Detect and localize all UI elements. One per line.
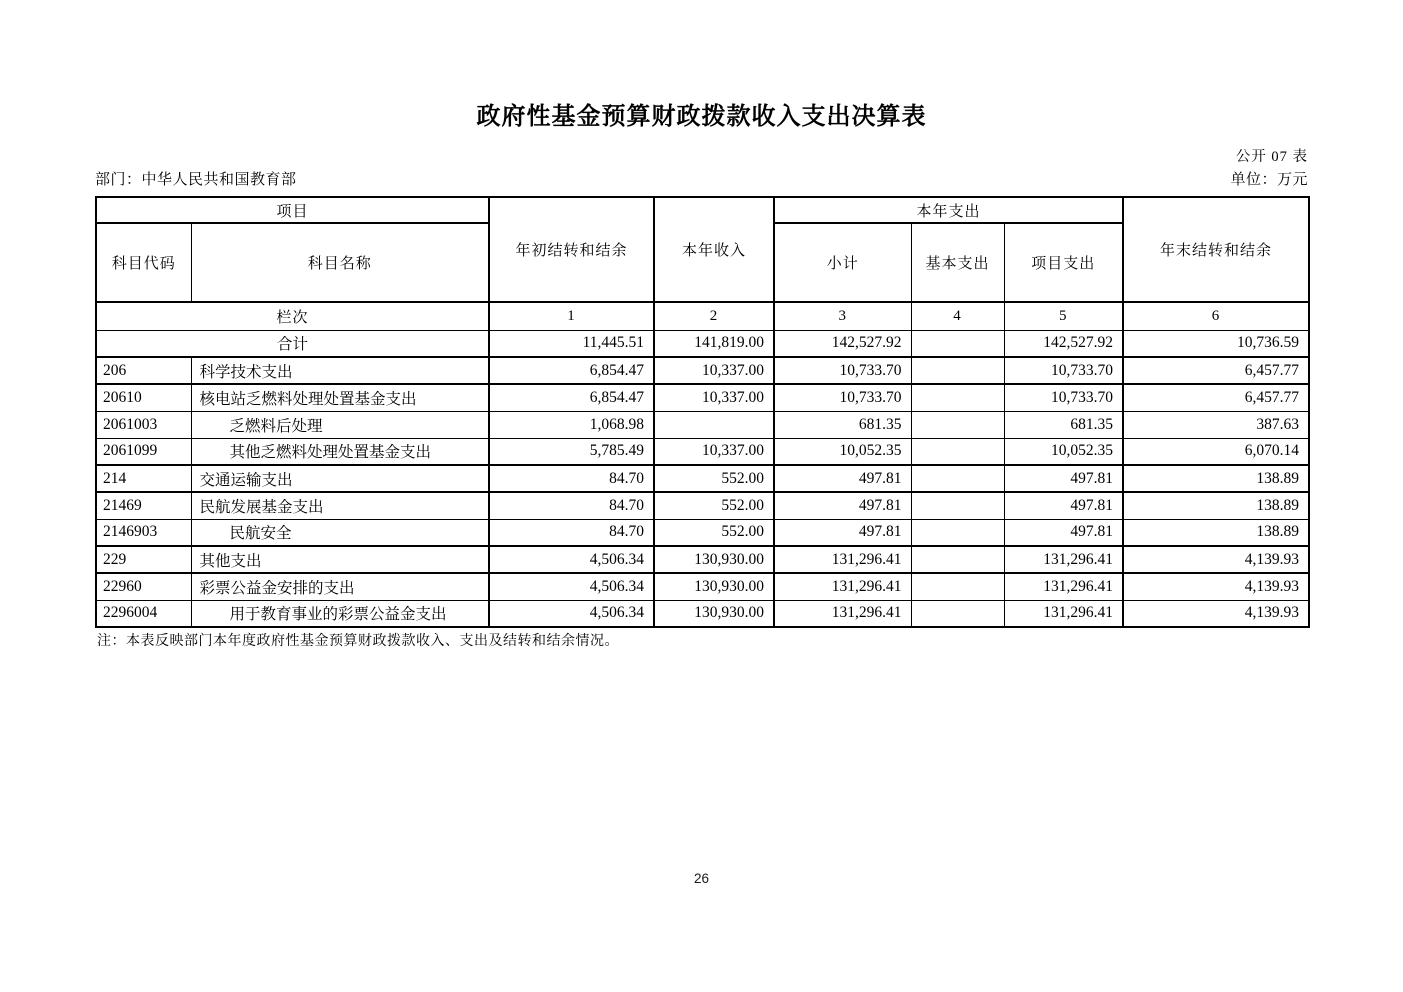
table-row <box>96 465 1309 492</box>
page-number: 26 <box>693 871 710 886</box>
value-cell <box>911 411 1004 438</box>
header-subject-name: 科目名称 <box>191 223 489 302</box>
subject-code-cell: 2061099 <box>96 438 191 465</box>
value-cell: 10,052.35 <box>1004 438 1123 465</box>
value-cell <box>911 330 1004 357</box>
header-basic-expenditure: 基本支出 <box>911 223 1004 302</box>
unit-label: 单位：万元 <box>1230 172 1308 188</box>
value-cell: 142,527.92 <box>1004 330 1123 357</box>
value-cell: 10,733.70 <box>774 357 911 384</box>
value-cell <box>911 384 1004 411</box>
value-cell: 141,819.00 <box>654 330 774 357</box>
value-cell: 497.81 <box>774 465 911 492</box>
subject-code-cell: 2146903 <box>96 519 191 546</box>
page-title: 政府性基金预算财政拨款收入支出决算表 <box>476 104 927 130</box>
table-row <box>96 384 1309 411</box>
value-cell: 4,139.93 <box>1123 600 1309 627</box>
value-cell <box>911 465 1004 492</box>
value-cell: 10,733.70 <box>1004 384 1123 411</box>
column-number: 4 <box>911 302 1004 330</box>
value-cell: 4,506.34 <box>489 573 654 600</box>
total-row <box>96 330 1309 357</box>
value-cell: 6,457.77 <box>1123 357 1309 384</box>
value-cell <box>911 546 1004 573</box>
value-cell: 84.70 <box>489 519 654 546</box>
header-project-expenditure: 项目支出 <box>1004 223 1123 302</box>
value-cell: 11,445.51 <box>489 330 654 357</box>
table-row <box>96 438 1309 465</box>
value-cell: 131,296.41 <box>1004 600 1123 627</box>
value-cell: 138.89 <box>1123 519 1309 546</box>
value-cell: 6,457.77 <box>1123 384 1309 411</box>
table-row <box>96 573 1309 600</box>
value-cell: 552.00 <box>654 465 774 492</box>
value-cell <box>911 438 1004 465</box>
value-cell: 131,296.41 <box>1004 546 1123 573</box>
meta-row <box>95 168 1308 189</box>
subject-name-cell: 民航发展基金支出 <box>191 492 489 519</box>
value-cell: 6,854.47 <box>489 357 654 384</box>
column-number-row <box>96 302 1309 330</box>
table-row <box>96 411 1309 438</box>
column-number: 1 <box>489 302 654 330</box>
value-cell <box>911 519 1004 546</box>
subject-code-cell: 214 <box>96 465 191 492</box>
subject-name-cell: 其他支出 <box>191 546 489 573</box>
value-cell: 4,139.93 <box>1123 573 1309 600</box>
table-row <box>96 357 1309 384</box>
subject-code-cell: 20610 <box>96 384 191 411</box>
header-row-groups <box>96 197 1309 223</box>
value-cell <box>911 492 1004 519</box>
subject-name-cell: 科学技术支出 <box>191 357 489 384</box>
value-cell: 497.81 <box>1004 519 1123 546</box>
value-cell: 138.89 <box>1123 492 1309 519</box>
subject-name-cell: 核电站乏燃料处理处置基金支出 <box>191 384 489 411</box>
value-cell: 4,139.93 <box>1123 546 1309 573</box>
subject-name-cell: 民航安全 <box>191 519 489 546</box>
subject-code-cell: 21469 <box>96 492 191 519</box>
header-item-group: 项目 <box>96 197 489 223</box>
header-subtotal: 小计 <box>774 223 911 302</box>
value-cell: 1,068.98 <box>489 411 654 438</box>
value-cell: 497.81 <box>1004 465 1123 492</box>
table-row <box>96 546 1309 573</box>
subject-name-cell: 其他乏燃料处理处置基金支出 <box>191 438 489 465</box>
subject-code-cell: 206 <box>96 357 191 384</box>
value-cell: 4,506.34 <box>489 546 654 573</box>
table-row <box>96 600 1309 627</box>
table-row <box>96 492 1309 519</box>
value-cell: 387.63 <box>1123 411 1309 438</box>
value-cell: 10,337.00 <box>654 357 774 384</box>
value-cell: 84.70 <box>489 465 654 492</box>
value-cell: 131,296.41 <box>774 573 911 600</box>
value-cell: 130,930.00 <box>654 573 774 600</box>
subject-name-cell: 交通运输支出 <box>191 465 489 492</box>
value-cell: 497.81 <box>1004 492 1123 519</box>
value-cell: 4,506.34 <box>489 600 654 627</box>
value-cell: 84.70 <box>489 492 654 519</box>
column-number: 3 <box>774 302 911 330</box>
budget-table <box>95 196 1310 628</box>
value-cell: 10,052.35 <box>774 438 911 465</box>
subject-code-cell: 2296004 <box>96 600 191 627</box>
subject-code-cell: 2061003 <box>96 411 191 438</box>
value-cell: 497.81 <box>774 519 911 546</box>
header-begin-balance: 年初结转和结余 <box>489 197 654 302</box>
value-cell: 10,736.59 <box>1123 330 1309 357</box>
value-cell: 130,930.00 <box>654 546 774 573</box>
value-cell: 10,337.00 <box>654 438 774 465</box>
column-number: 5 <box>1004 302 1123 330</box>
value-cell <box>911 573 1004 600</box>
value-cell <box>911 600 1004 627</box>
value-cell <box>654 411 774 438</box>
value-cell: 131,296.41 <box>774 600 911 627</box>
value-cell: 10,337.00 <box>654 384 774 411</box>
value-cell: 138.89 <box>1123 465 1309 492</box>
table-body <box>96 330 1309 627</box>
subject-name-cell: 合计 <box>96 330 489 357</box>
value-cell: 10,733.70 <box>774 384 911 411</box>
value-cell: 681.35 <box>1004 411 1123 438</box>
subject-name-cell: 用于教育事业的彩票公益金支出 <box>191 600 489 627</box>
subject-code-cell: 22960 <box>96 573 191 600</box>
header-income: 本年收入 <box>654 197 774 302</box>
value-cell: 552.00 <box>654 519 774 546</box>
column-number: 2 <box>654 302 774 330</box>
value-cell: 131,296.41 <box>1004 573 1123 600</box>
subject-code-cell: 229 <box>96 546 191 573</box>
value-cell: 681.35 <box>774 411 911 438</box>
subject-name-cell: 乏燃料后处理 <box>191 411 489 438</box>
column-number: 6 <box>1123 302 1309 330</box>
header-subject-code: 科目代码 <box>96 223 191 302</box>
footnote: 注：本表反映部门本年度政府性基金预算财政拨款收入、支出及结转和结余情况。 <box>97 634 619 649</box>
value-cell: 6,854.47 <box>489 384 654 411</box>
value-cell: 497.81 <box>774 492 911 519</box>
subject-name-cell: 彩票公益金安排的支出 <box>191 573 489 600</box>
value-cell: 552.00 <box>654 492 774 519</box>
header-expenditure-group: 本年支出 <box>774 197 1123 223</box>
header-end-balance: 年末结转和结余 <box>1123 197 1309 302</box>
value-cell: 142,527.92 <box>774 330 911 357</box>
value-cell: 5,785.49 <box>489 438 654 465</box>
column-number-label: 栏次 <box>96 302 489 330</box>
value-cell <box>911 357 1004 384</box>
table-code-label: 公开 07 表 <box>1235 149 1308 165</box>
table-row <box>96 519 1309 546</box>
value-cell: 10,733.70 <box>1004 357 1123 384</box>
value-cell: 130,930.00 <box>654 600 774 627</box>
department-label: 部门：中华人民共和国教育部 <box>95 172 297 188</box>
value-cell: 6,070.14 <box>1123 438 1309 465</box>
value-cell: 131,296.41 <box>774 546 911 573</box>
